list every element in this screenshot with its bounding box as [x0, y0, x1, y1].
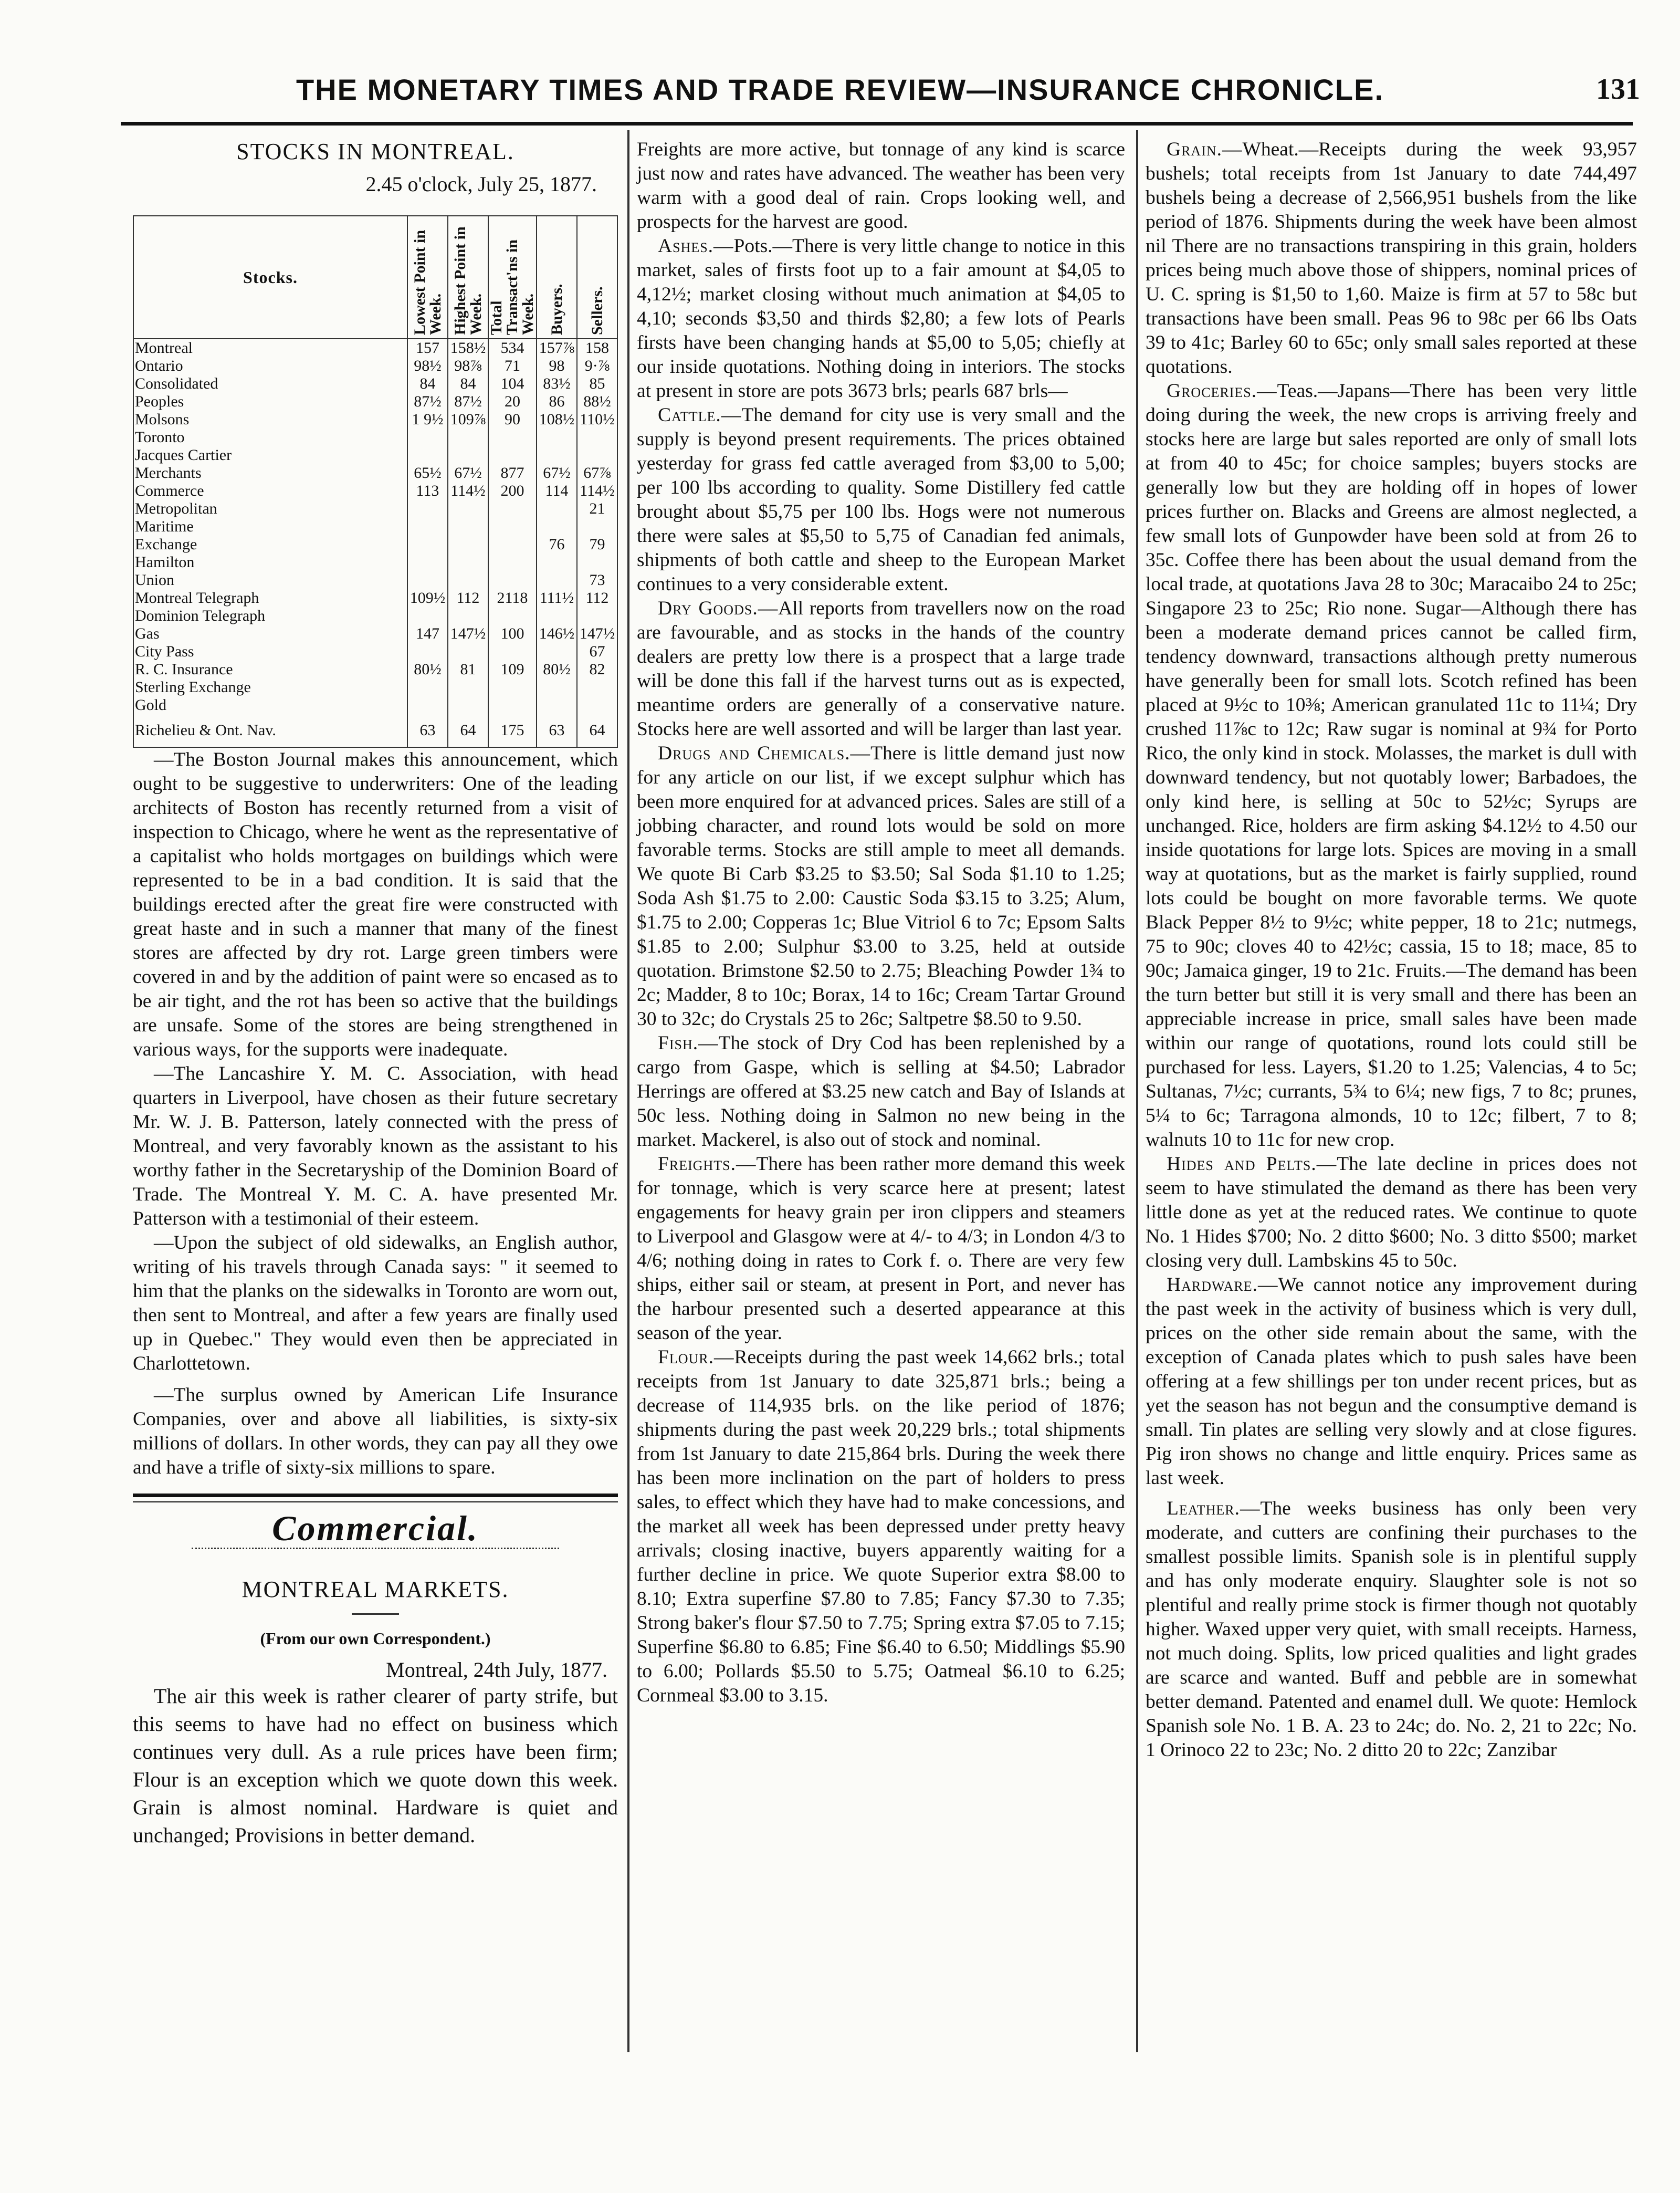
stock-sellers: 147½: [577, 625, 617, 643]
heading-flour: Flour.—: [658, 1346, 734, 1368]
correspondent-line: (From our own Correspondent.): [260, 1629, 491, 1648]
stock-sellers: 85: [577, 375, 617, 393]
stocks-time: 2.45 o'clock, July 25, 1877.: [365, 172, 597, 196]
stock-total: [488, 696, 537, 714]
table-row: [133, 571, 617, 589]
stock-low: 98½: [407, 357, 448, 375]
stock-buyers: [537, 571, 577, 589]
heading-grain: Grain.—: [1167, 139, 1243, 160]
table-row: [133, 661, 617, 678]
table-row: [133, 446, 617, 464]
stock-buyers: 111½: [537, 589, 577, 607]
article-lancashire: —The Lancashire Y. M. C. Association, with head quarters in Liverpool, have chosen as their future secretary Mr. W. J. B. Patterson, lately connected with the press of Montreal, and very favorably known as the assistant to his worthy father in the Secretaryship of the Dominion Board of Trade. The Montreal Y. M. C. A. have presented Mr. Patterson with a testimonial of their esteem.: [133, 1063, 618, 1229]
stock-sellers: 88½: [577, 393, 617, 411]
table-row: [133, 678, 617, 696]
stock-low: [407, 696, 448, 714]
stock-high: 64: [448, 714, 488, 747]
table-row: [133, 339, 617, 357]
stock-low: [407, 678, 448, 696]
column-divider: [627, 130, 629, 2052]
article-boston: —The Boston Journal makes this announcement, which ought to be suggestive to underwriters: One of the leading architects of Boston has recently returned from a visit of inspection to Chicago, where he went as the representative of a capitalist who holds mortgages on buildings which were represented to be in a bad condition. It is said that the buildings erected after the great fire were constructed with great haste and in such a manner that many of the finest stores are affected by dry rot. Large green timbers were covered in and by the addition of paint were so encased as to be air tight, and the rot has been so active that the buildings are unsafe. Some of the stores are being strengthened in various ways, for the supports were inadequate.: [133, 749, 618, 1060]
stock-high: [448, 607, 488, 625]
stock-sellers: [577, 518, 617, 536]
stock-name: Exchange: [133, 536, 407, 554]
table-row: [133, 482, 617, 500]
stock-high: [448, 554, 488, 571]
stock-high: 98⅞: [448, 357, 488, 375]
stock-low: [407, 429, 448, 446]
table-row: [133, 518, 617, 536]
stock-high: 67½: [448, 464, 488, 482]
stock-sellers: 82: [577, 661, 617, 678]
stock-high: [448, 429, 488, 446]
column-header-buyers: Buyers.: [537, 216, 577, 339]
stock-buyers: [537, 500, 577, 518]
stock-buyers: 83½: [537, 375, 577, 393]
stock-name: Sterling Exchange: [133, 678, 407, 696]
stock-total: [488, 536, 537, 554]
stock-sellers: 110½: [577, 411, 617, 429]
heading-dry-goods: Dry Goods.—: [658, 598, 779, 619]
stock-name: Montreal: [133, 339, 407, 357]
column-divider: [1136, 130, 1138, 2052]
stock-buyers: 63: [537, 714, 577, 747]
heading-hardware: Hardware.—: [1167, 1274, 1278, 1296]
stock-low: [407, 518, 448, 536]
stock-sellers: 67: [577, 643, 617, 661]
stock-high: [448, 696, 488, 714]
stock-name: Richelieu & Ont. Nav.: [133, 714, 407, 747]
column-header-lowest: Lowest Point in Week.: [407, 216, 448, 339]
stock-buyers: [537, 696, 577, 714]
section-dry-goods: Dry Goods.—All reports from travellers now on the road are favourable, and as stocks in the hands of the country dealers are pretty low there is a prospect that a large trade will be done this fall if the harvest turns out as is expected, meantime orders are generally of a conservative nature. Stocks here are well assorted and will be larger than last year.: [637, 598, 1125, 740]
stock-total: [488, 500, 537, 518]
stock-high: 147½: [448, 625, 488, 643]
stock-low: 80½: [407, 661, 448, 678]
stock-total: 104: [488, 375, 537, 393]
stock-sellers: 79: [577, 536, 617, 554]
stock-total: 90: [488, 411, 537, 429]
table-row: [133, 589, 617, 607]
section-leather: Leather.—The weeks business has only been very moderate, and cutters are confining their purchases to the smallest possible limits. Spanish sole is in plentiful supply and has only moderate enquiry. Slaughter sole is not so plentiful and really prime stock is firmer though not quotably higher. Waxed upper very quiet, with small receipts. Harness, not much doing. Splits, low priced qualities and light grades are scarce and wanted. Buff and pebble are in somewhat better demand. Patented and enamel dull. We quote: Hemlock Spanish sole No. 1 B. A. 23 to 24c; do. No. 2, 21 to 22c; No. 1 Orinoco 22 to 23c; No. 2 ditto 20 to 22c; Zanzibar: [1146, 1498, 1637, 1761]
stock-buyers: 80½: [537, 661, 577, 678]
stock-low: [407, 536, 448, 554]
stock-buyers: 67½: [537, 464, 577, 482]
section-ashes: Ashes.—Pots.—There is very little change to notice in this market, sales of firsts foot up to a fair amount at $4,05 to 4,12½; market closing without much animation at $4,05 to 4,10; seconds $3,50 and thirds $2,80; a few lots of Pearls firsts have been changing hands at $5,00 to 5,05; chiefly at our inside quotations. Nothing doing in interiors. The stocks at present in store are pots 3673 brls; pearls 687 brls—: [637, 235, 1125, 402]
section-hides: Hides and Pelts.—The late decline in prices does not seem to have stimulated the demand as there has been very little done as yet at the reduced rates. We continue to quote No. 1 Hides $700; No. 2 ditto $600; No. 3 ditto $500; market closing very dull. Lambskins 45 to 50c.: [1146, 1153, 1637, 1271]
stock-buyers: 157⅞: [537, 339, 577, 357]
table-row: [133, 643, 617, 661]
stock-name: Dominion Telegraph: [133, 607, 407, 625]
stock-name: Maritime: [133, 518, 407, 536]
stock-name: Gold: [133, 696, 407, 714]
dateline: Montreal, 24th July, 1877.: [386, 1658, 607, 1682]
stocks-table: [133, 215, 618, 748]
stock-buyers: 146½: [537, 625, 577, 643]
stock-name: Ontario: [133, 357, 407, 375]
stock-low: 63: [407, 714, 448, 747]
stock-total: [488, 446, 537, 464]
stock-sellers: 158: [577, 339, 617, 357]
table-row: [133, 357, 617, 375]
stock-total: [488, 643, 537, 661]
stock-sellers: 64: [577, 714, 617, 747]
column-1: [133, 138, 618, 1849]
heading-ashes: Ashes.—: [658, 235, 734, 257]
stock-buyers: [537, 678, 577, 696]
heading-fish: Fish.—: [658, 1032, 719, 1054]
section-cattle: Cattle.—The demand for city use is very small and the supply is beyond present requirements. The prices obtained yesterday for grass fed cattle averaged from $3,00 to 5,00; per 100 lbs according to quality. Some Distillery fed cattle brought about $5,75 per 100 lbs. Hogs were not numerous there were sales at $5,50 to 5,75 of Canadian fed animals, shipments of both cattle and sheep to the European Market continues to a very considerable extent.: [637, 404, 1125, 595]
stock-buyers: [537, 429, 577, 446]
stock-high: 112: [448, 589, 488, 607]
column-2: [637, 138, 1125, 1708]
stock-name: R. C. Insurance: [133, 661, 407, 678]
stock-total: 877: [488, 464, 537, 482]
markets-title: MONTREAL MARKETS.: [242, 1576, 509, 1602]
stock-sellers: 9·⅞: [577, 357, 617, 375]
stock-high: 158½: [448, 339, 488, 357]
section-freights: Freights.—There has been rather more demand this week for tonnage, which is very scarce here at present; latest engagements for heavy grain per iron clippers and steamers to Liverpool and Glasgow were at 4/- to 4/3; in London 4/3 to 4/6; nothing doing in rates to Cork f. o. There are very few ships, either sail or steam, at present in Port, and never has the harbour presented such a deserted appearance at this season of the year.: [637, 1153, 1125, 1344]
stock-sellers: [577, 696, 617, 714]
heading-drugs: Drugs and Chemicals.—: [658, 743, 871, 764]
stock-high: 114½: [448, 482, 488, 500]
stock-high: [448, 643, 488, 661]
stock-name: Hamilton: [133, 554, 407, 571]
table-row: [133, 625, 617, 643]
stock-sellers: 67⅞: [577, 464, 617, 482]
stock-total: [488, 554, 537, 571]
section-fish: Fish.—The stock of Dry Cod has been replenished by a cargo from Gaspe, which is selling at $4.50; Labrador Herrings are offered at $3.25 new catch and Bay of Islands at 50c less. Nothing doing in Salmon no new being in the market. Mackerel, is also out of stock and nominal.: [637, 1032, 1125, 1151]
stock-name: Jacques Cartier: [133, 446, 407, 464]
heading-hides: Hides and Pelts.—: [1167, 1153, 1337, 1175]
header-rule: [121, 122, 1633, 126]
table-row: [133, 393, 617, 411]
masthead-title: THE MONETARY TIMES AND TRADE REVIEW—INSURANCE CHRONICLE.: [296, 73, 1384, 106]
stock-buyers: 108½: [537, 411, 577, 429]
column-header-highest: Highest Point in Week.: [448, 216, 488, 339]
table-row: [133, 607, 617, 625]
stock-name: Molsons: [133, 411, 407, 429]
column-header-total: Total Transact'ns in Week.: [488, 216, 537, 339]
heading-freights: Freights.—: [658, 1153, 757, 1175]
stock-name: Metropolitan: [133, 500, 407, 518]
stock-low: 87½: [407, 393, 448, 411]
stock-total: 100: [488, 625, 537, 643]
stock-total: 200: [488, 482, 537, 500]
stock-name: Consolidated: [133, 375, 407, 393]
stocks-title: STOCKS IN MONTREAL.: [236, 139, 514, 164]
stock-sellers: [577, 554, 617, 571]
stock-name: Commerce: [133, 482, 407, 500]
stock-sellers: 112: [577, 589, 617, 607]
table-row: [133, 696, 617, 714]
section-flour: Flour.—Receipts during the past week 14,662 brls.; total receipts from 1st January to date 325,871 brls.; being a decrease of 114,935 brls. on the like period of 1876; shipments during the past week 20,229 brls.; total shipments from 1st January to date 215,864 brls. During the week there has been more inclination on the part of holders to press sales, to effect which they have had to make concessions, and the market all week has been depressed under pretty heavy arrivals; closing inactive, buyers apparently waiting for a further decline in price. We quote Superior extra $8.00 to 8.10; Extra superfine $7.80 to 7.85; Fancy $7.30 to 7.35; Strong baker's flour $7.50 to 7.75; Spring extra $7.05 to 7.15; Superfine $6.80 to 6.85; Fine $6.40 to 6.50; Middlings $5.90 to 6.00; Pollards $5.50 to 5.75; Oatmeal $6.10 to 6.25; Cornmeal $3.00 to 3.15.: [637, 1346, 1125, 1706]
stock-high: [448, 518, 488, 536]
stock-sellers: [577, 607, 617, 625]
table-row: [133, 714, 617, 747]
stock-buyers: [537, 607, 577, 625]
stock-total: [488, 678, 537, 696]
stock-name: Gas: [133, 625, 407, 643]
table-row: [133, 375, 617, 393]
stock-high: [448, 446, 488, 464]
article-sidewalks: —Upon the subject of old sidewalks, an English author, writing of his travels through Canada says: " it seemed to him that the planks on the sidewalks in Toronto are worn out, then sent to Montreal, and after a few years are finally used up in Quebec." They would even then be appreciated in Charlottetown.: [133, 1232, 618, 1374]
table-row: [133, 500, 617, 518]
stock-total: 175: [488, 714, 537, 747]
stock-low: [407, 571, 448, 589]
stock-low: 147: [407, 625, 448, 643]
heading-groceries: Groceries.—: [1167, 380, 1277, 402]
article-surplus: —The surplus owned by American Life Insurance Companies, over and above all liabilities, is sixty-six millions of dollars. In other words, they can pay all they owe and have a trifle of sixty-six millions to spare.: [133, 1384, 618, 1478]
stock-buyers: 114: [537, 482, 577, 500]
freights-intro: Freights are more active, but tonnage of any kind is scarce just now and rates have advanced. The weather has been very warm with a good deal of rain. Crops looking well, and prospects for the harvest are good.: [637, 139, 1125, 233]
stock-buyers: [537, 643, 577, 661]
stock-sellers: 21: [577, 500, 617, 518]
stock-total: [488, 429, 537, 446]
stock-buyers: 98: [537, 357, 577, 375]
stock-name: Montreal Telegraph: [133, 589, 407, 607]
table-row: [133, 411, 617, 429]
stock-total: 2118: [488, 589, 537, 607]
stock-sellers: 73: [577, 571, 617, 589]
section-grain: Grain.—Wheat.—Receipts during the week 93,957 bushels; total receipts from 1st January to date 744,497 bushels being a decrease of 2,566,951 bushels from the like period of 1876. Shipments during the week have been almost nil There are no transactions transpiring in this grain, holders prices being much above those of shippers, nominal prices of U. C. spring is $1,50 to 1,60. Maize is firm at 57 to 58c but transactions have been small. Peas 96 to 98c per 66 lbs Oats 39 to 41c; Barley 60 to 65c; only small sales reported at these quotations.: [1146, 139, 1637, 378]
stock-high: [448, 536, 488, 554]
stock-buyers: [537, 518, 577, 536]
stock-low: 84: [407, 375, 448, 393]
stock-low: [407, 607, 448, 625]
section-groceries: Groceries.—Teas.—Japans—There has been very little doing during the week, the new crops is arriving freely and stocks here are large but sales reported are only of small lots at from 40 to 45c; for choice samples; buyers stocks are generally low but they are holding off in hopes of lower prices further on. Blacks and Greens are almost neglected, a few small lots of Gunpowder have been sold at from 26 to 35c. Coffee there has been about the usual demand from the local trade, at quotations Java 28 to 30c; Maracaibo 24 to 25c; Singapore 23 to 25c; Rio none. Sugar—Although there has been a moderate demand prices cannot be called firm, tendency downward, transactions although pretty numerous have generally been for small lots. Scotch refined has been placed at 9½c to 10⅜; American granulated 11c to 11¼; Dry crushed 11⅞c to 12c; Raw sugar is nominal at 9¾ for Porto Rico, the only kind in stock. Molasses, the market is dull with downward tendency, but not quotably lower; Barbadoes, the only kind here, is selling at 50c to 52½c; Syrups are unchanged. Rice, holders are firm asking $4.12½ to 4.50 our inside quotations for large lots. Spices are moving in a small way at quotations, but as the market is fairly supplied, round lots could be bought on more favorable terms. We quote Black Pepper 8½ to 9½c; white pepper, 18 to 21c; nutmegs, 75 to 90c; cloves 40 to 42½c; cassia, 15 to 18; mace, 85 to 90c; Jamaica ginger, 19 to 21c. Fruits.—The demand has been the turn better but still it is very small and there has been an appreciable increase in price, small sales have been made within our range of quotations, round lots could still be purchased for less. Layers, $1.20 to 1.25; Valencias, 4 to 5c; Sultanas, 7½c; currants, 5¾ to 6¼; new figs, 7 to 8c; prunes, 5¼ to 6c; Tarragona almonds, 10 to 12c; filbert, 7 to 8; walnuts 10 to 11c for new crop.: [1146, 380, 1637, 1151]
stock-total: 71: [488, 357, 537, 375]
stock-sellers: [577, 446, 617, 464]
stock-low: 65½: [407, 464, 448, 482]
stock-name: Union: [133, 571, 407, 589]
stock-low: [407, 446, 448, 464]
stock-name: Merchants: [133, 464, 407, 482]
heading-cattle: Cattle.—: [658, 404, 742, 426]
stock-low: [407, 554, 448, 571]
markets-intro: The air this week is rather clearer of party strife, but this seems to have had no effect on business which continues very dull. As a rule prices have been firm; Flour is an exception which we quote down this week. Grain is almost nominal. Hardware is quiet and unchanged; Provisions in better demand.: [133, 1684, 618, 1847]
stock-name: Toronto: [133, 429, 407, 446]
stock-total: 20: [488, 393, 537, 411]
stock-high: 81: [448, 661, 488, 678]
stock-low: 157: [407, 339, 448, 357]
section-drugs: Drugs and Chemicals.—There is little demand just now for any article on our list, if we except sulphur which has been more enquired for at advanced prices. Sales are still of a jobbing character, and round lots would be sold on more favorable terms. Stocks are still ample to meet all demands. We quote Bi Carb $3.25 to $3.50; Sal Soda $1.10 to 1.25; Soda Ash $1.75 to 2.00: Caustic Soda $3.15 to 3.25; Alum, $1.75 to 2.00; Copperas 1c; Blue Vitriol 6 to 7c; Epsom Salts $1.85 to 2.00; Sulphur $3.00 to 3.25, held at outside quotation. Brimstone $2.50 to 2.75; Bleaching Powder 1¾ to 2c; Madder, 8 to 10c; Borax, 14 to 16c; Cream Tartar Ground 30 to 32c; do Crystals 25 to 26c; Saltpetre $8.50 to 9.50.: [637, 743, 1125, 1030]
column-header-stocks: Stocks.: [133, 216, 407, 339]
stock-high: 109⅞: [448, 411, 488, 429]
page-number: 131: [1596, 73, 1640, 106]
column-header-sellers: Sellers.: [577, 216, 617, 339]
stock-buyers: 76: [537, 536, 577, 554]
table-row: [133, 536, 617, 554]
stock-high: 84: [448, 375, 488, 393]
section-rule: [133, 1494, 618, 1502]
stock-high: 87½: [448, 393, 488, 411]
table-row: [133, 429, 617, 446]
column-3: [1146, 138, 1637, 1762]
section-hardware: Hardware.—We cannot notice any improvement during the past week in the activity of business which is very dull, prices on the other side remain about the same, with the exception of Canada plates which to push sales have been offering at a few shillings per ton under recent prices, but as yet the season has not begun and the consumptive demand is small. Tin plates are selling very slowly and at close figures. Pig iron shows no change and little enquiry. Prices same as last week.: [1146, 1274, 1637, 1489]
stock-low: [407, 643, 448, 661]
stock-low: 109½: [407, 589, 448, 607]
stock-low: 1 9½: [407, 411, 448, 429]
stock-total: 534: [488, 339, 537, 357]
section-heading-commercial: Commercial.: [272, 1508, 479, 1548]
stock-buyers: 86: [537, 393, 577, 411]
stock-sellers: [577, 678, 617, 696]
stock-buyers: [537, 554, 577, 571]
stock-low: 113: [407, 482, 448, 500]
stock-name: Peoples: [133, 393, 407, 411]
stock-high: [448, 678, 488, 696]
stock-total: 109: [488, 661, 537, 678]
stock-high: [448, 571, 488, 589]
stock-name: City Pass: [133, 643, 407, 661]
short-rule: [352, 1613, 399, 1615]
stock-high: [448, 500, 488, 518]
stock-sellers: 114½: [577, 482, 617, 500]
table-row: [133, 464, 617, 482]
stock-total: [488, 571, 537, 589]
stock-total: [488, 607, 537, 625]
heading-leather: Leather.—: [1167, 1498, 1261, 1519]
stock-low: [407, 500, 448, 518]
table-row: [133, 554, 617, 571]
stock-buyers: [537, 446, 577, 464]
stock-total: [488, 518, 537, 536]
stock-sellers: [577, 429, 617, 446]
